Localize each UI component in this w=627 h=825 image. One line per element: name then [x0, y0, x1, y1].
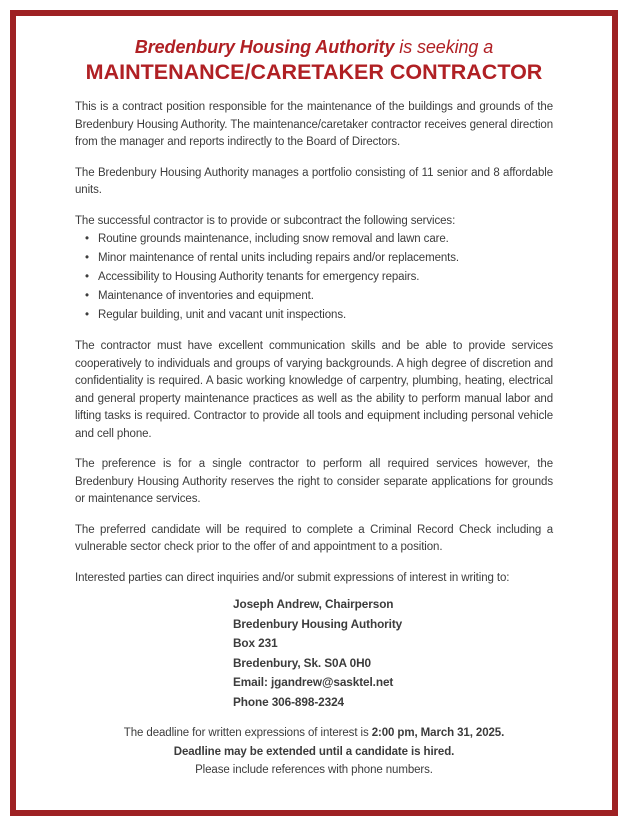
references-note: Please include references with phone numbers. [195, 764, 433, 776]
bullet-icon [85, 306, 98, 325]
services-intro: The successful contractor is to provide or subcontract the following services: [75, 214, 456, 227]
list-item [75, 230, 553, 249]
list-item-text: Minor maintenance of rental units including repairs and/or replacements. [98, 252, 459, 264]
contact-block [233, 595, 553, 712]
services-section [75, 213, 553, 326]
deadline-text: The deadline for written expressions of interest is [123, 727, 372, 739]
contact-email: Email: jgandrew@sasktel.net [233, 675, 394, 689]
title-line-1 [75, 36, 553, 59]
footer-notes [75, 724, 553, 780]
list-item [75, 287, 553, 306]
list-item-text: Regular building, unit and vacant unit inspections. [98, 309, 347, 321]
deadline-date: 2:00 pm, March 31, 2025. [371, 727, 505, 739]
paragraph-skills: The contractor must have excellent communication skills and be able to provide services cooperatively to individuals and groups of varying backgrounds. A high degree of discretion and confidentiality is required. A basic working knowledge of carpentry, plumbing, heating, electrical and general property maintenance practices as well as the ability to perform manual labor and lifting tasks is required. Contractor to provide all tools and equipment including personal vehicle and cell phone. [75, 340, 553, 440]
contact-org: Bredenbury Housing Authority [233, 616, 403, 631]
list-item-text: Routine grounds maintenance, including snow removal and lawn care. [98, 233, 449, 245]
bullet-icon [85, 268, 98, 287]
list-item [75, 268, 553, 287]
bullet-icon [85, 249, 98, 268]
contact-name: Joseph Andrew, Chairperson [233, 597, 394, 611]
paragraph-position-description: This is a contract position responsible for the maintenance of the buildings and grounds of the Bredenbury Housing Authority. The maintenance/caretaker contractor receives general direction from the manager and reports indirectly to the Board of Directors. [75, 101, 553, 148]
page-title [75, 36, 553, 85]
paragraph-inquiries: Interested parties can direct inquiries and/or submit expressions of interest in writing to: [75, 571, 510, 584]
paragraph-portfolio: The Bredenbury Housing Authority manages a portfolio consisting of 11 senior and 8 affordable units. [75, 166, 553, 196]
paragraph-criminal-record: The preferred candidate will be required to complete a Criminal Record Check including a vulnerable sector check prior to the offer of and appointment to a position. [75, 523, 553, 553]
title-tagline: is seeking a [394, 37, 494, 57]
list-item-text: Maintenance of inventories and equipment. [98, 290, 314, 302]
list-item-text: Accessibility to Housing Authority tenants for emergency repairs. [98, 271, 420, 283]
extension-note: Deadline may be extended until a candidate is hired. [173, 745, 455, 758]
contact-box: Box 231 [233, 636, 278, 650]
bullet-icon [85, 287, 98, 306]
deadline-line [75, 724, 553, 743]
position-title: MAINTENANCE/CARETAKER CONTRACTOR [85, 60, 543, 84]
contact-phone: Phone 306-898-2324 [233, 694, 344, 709]
paragraph-preference: The preference is for a single contractor to perform all required services however, the Bredenbury Housing Authority reserves the right to consider separate applications for grounds or maintenance services. [75, 458, 553, 505]
document-content [75, 36, 553, 780]
contact-city: Bredenbury, Sk. S0A 0H0 [233, 655, 372, 670]
list-item [75, 306, 553, 325]
list-item [75, 249, 553, 268]
bullet-icon [85, 230, 98, 249]
org-name: Bredenbury Housing Authority [134, 37, 395, 57]
